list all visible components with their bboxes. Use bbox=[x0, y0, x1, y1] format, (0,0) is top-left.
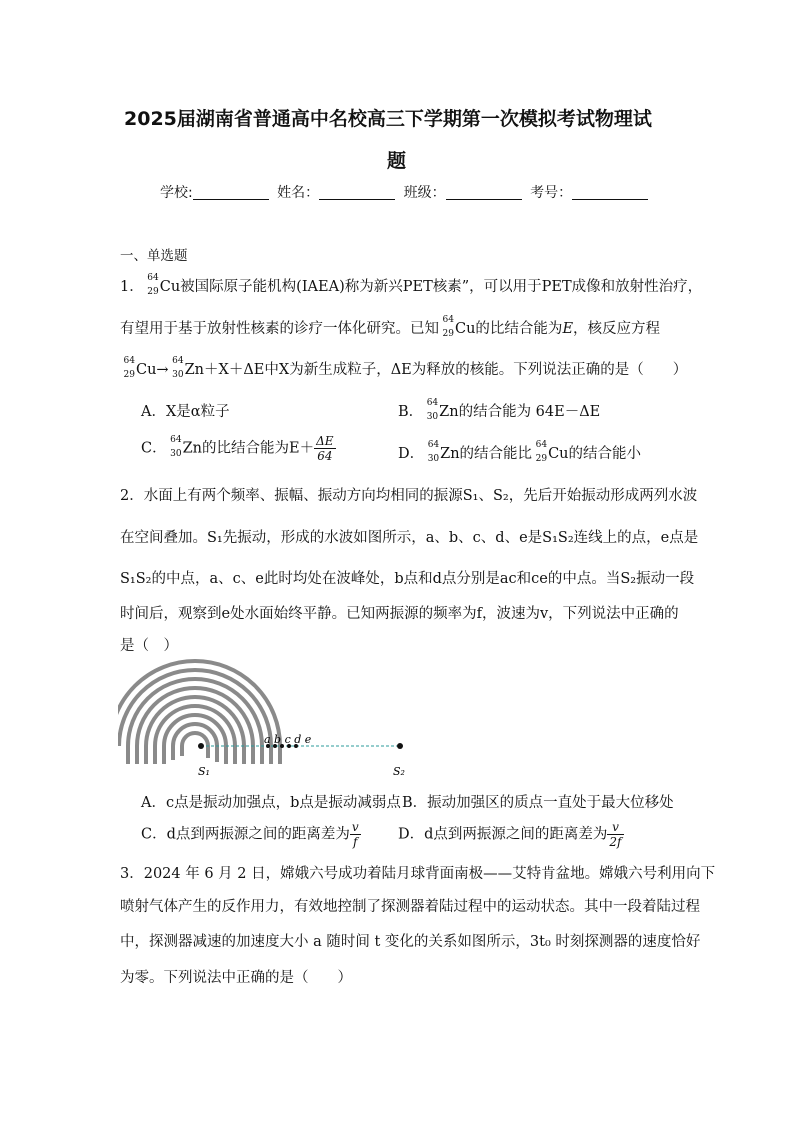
page-title: 2025届湖南省普通高中名校高三下学期第一次模拟考试物理试 bbox=[124, 108, 652, 130]
q1-option-d[interactable]: D． 64 30 Zn的结合能比 64 29 Cu的结合能小 bbox=[398, 440, 641, 464]
wave-arcs bbox=[118, 661, 280, 746]
s1-point bbox=[198, 743, 204, 749]
name-label: 姓名： bbox=[277, 185, 320, 201]
q2-line4: 时间后，观察到e处水面始终平静。已知两振源的频率为f，波速为v，下列说法中正确的 bbox=[120, 606, 679, 622]
school-label: 学校: bbox=[160, 185, 193, 201]
q1-option-b[interactable]: B． 64 30 Zn的结合能为 64E－ΔE bbox=[398, 398, 601, 422]
q2-line1: 2．水面上有两个频率、振幅、振动方向均相同的振源S₁、S₂，先后开始振动形成两列水波 bbox=[120, 488, 698, 504]
s2-point bbox=[397, 743, 403, 749]
q3-line3: 中，探测器减速的加速度大小 a 随时间 t 变化的关系如图所示，3t₀ 时刻探测器的速度恰好 bbox=[120, 934, 701, 950]
s2-label: S₂ bbox=[393, 765, 405, 778]
q1-option-c[interactable]: C． 64 30 Zn的比结合能为E＋ $\frac{\Delta E}{64}$ bbox=[141, 434, 334, 463]
exam-no-field[interactable] bbox=[572, 185, 648, 200]
q1-line1: 1． 64 29 Cu被国际原子能机构(IAEA)称为新兴PET核素”，可以用于PET成像和放射性治疗， bbox=[120, 273, 703, 297]
abcde-label: a b c d e bbox=[264, 733, 312, 746]
q2-option-b[interactable]: B．振动加强区的质点一直处于最大位移处 bbox=[402, 795, 674, 811]
q2-option-c[interactable]: C．d点到两振源之间的距离差为 $\frac{v}{f}$ bbox=[141, 820, 359, 849]
q3-line2: 喷射气体产生的反作用力，有效地控制了探测器着陆过程中的运动状态。其中一段着陆过程 bbox=[120, 899, 700, 915]
q3-line1: 3．2024 年 6 月 2 日，嫦娥六号成功着陆月球背面南极——艾特肯盆地。嫦娥六号利用向下 bbox=[120, 866, 716, 882]
class-label: 班级： bbox=[403, 185, 446, 201]
q2-line3: S₁S₂的中点，a、c、e此时均处在波峰处，b点和d点分别是ac和ce的中点。当S₂振动一段 bbox=[120, 571, 695, 587]
exam-no-label: 考号： bbox=[530, 185, 573, 201]
q2-line5: 是（ ） bbox=[120, 638, 178, 654]
s1-label: S₁ bbox=[198, 765, 210, 778]
class-field[interactable] bbox=[446, 185, 522, 200]
q1-line3: 64 29 Cu→ 64 30 Zn＋X＋ΔE中X为新生成粒子，ΔE为释放的核能。下列说法正确的是（ ） bbox=[123, 356, 688, 380]
q1-line2: 有望用于基于放射性核素的诊疗一体化研究。已知 64 29 Cu的比结合能为E，核反应方程 bbox=[120, 315, 661, 339]
section-heading: 一、单选题 bbox=[120, 248, 188, 264]
q2-option-d[interactable]: D．d点到两振源之间的距离差为 $\frac{v}{2f}$ bbox=[398, 820, 622, 849]
water-wave-figure bbox=[118, 654, 418, 784]
q2-line2: 在空间叠加。S₁先振动，形成的水波如图所示，a、b、c、d、e是S₁S₂连线上的点，e点是 bbox=[120, 530, 699, 546]
wave-arcs-lower bbox=[128, 746, 280, 764]
page-title-cont: 题 bbox=[387, 150, 407, 172]
q2-option-a[interactable]: A．c点是振动加强点，b点是振动减弱点 bbox=[141, 795, 401, 811]
cu64-nuclide: 64 29 bbox=[147, 273, 159, 297]
q1-option-a[interactable]: A．X是α粒子 bbox=[141, 404, 230, 420]
q3-line4: 为零。下列说法中正确的是（ ） bbox=[120, 970, 352, 986]
school-field[interactable] bbox=[193, 185, 269, 200]
name-field[interactable] bbox=[319, 185, 395, 200]
student-info bbox=[160, 182, 652, 202]
